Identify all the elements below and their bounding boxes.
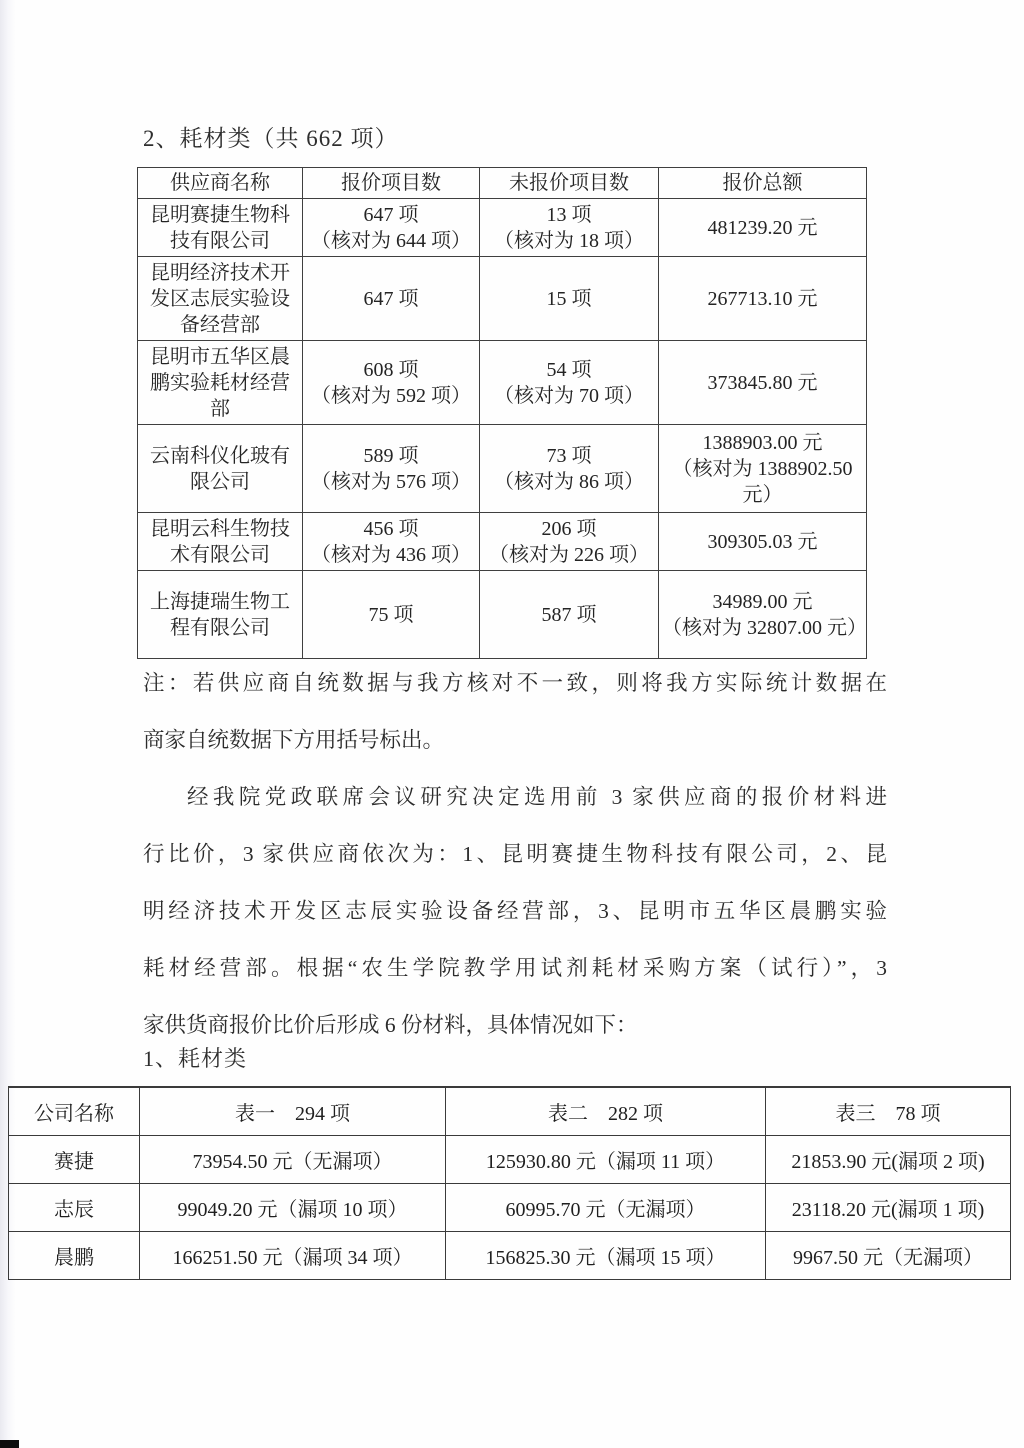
cell-value: 75 项 xyxy=(368,603,414,626)
supplier-quote-table xyxy=(137,167,867,659)
cell-note: （核对为 18 项） xyxy=(494,229,644,252)
paragraph-line: 耗材经营部。根据“农生学院教学用试剂耗材采购方案（试行）”，3 xyxy=(143,956,887,980)
section-heading-materials-1: 1、耗材类 xyxy=(143,1046,248,1071)
quote-total-cell xyxy=(659,571,867,659)
unquoted-count-cell xyxy=(480,571,659,659)
cell-value: 647 项 xyxy=(363,203,419,226)
supplier-name-cell: 昆明赛捷生物科技有限公司 xyxy=(138,199,303,257)
header-quote-total: 报价总额 xyxy=(659,168,867,199)
header-sheet1: 表一 294 项 xyxy=(140,1087,446,1135)
supplier-name-cell: 上海捷瑞生物工程有限公司 xyxy=(138,571,303,659)
unquoted-count-cell xyxy=(480,199,659,257)
cell-value: 647 项 xyxy=(363,287,419,310)
header-sheet3: 表三 78 项 xyxy=(766,1087,1011,1135)
cell-note: （核对为 226 项） xyxy=(489,543,649,566)
cell-value: 309305.03 元 xyxy=(707,530,818,553)
comparison-header-row xyxy=(9,1087,1011,1135)
cell-note: （核对为 1388902.50 元） xyxy=(672,457,853,506)
cell-value: 456 项 xyxy=(363,517,419,540)
paragraph-line: 经我院党政联席会议研究决定选用前 3 家供应商的报价材料进 xyxy=(187,785,887,809)
header-unquoted-count: 未报价项目数 xyxy=(480,168,659,199)
table-row xyxy=(9,1183,1011,1231)
cell-value: 54 项 xyxy=(546,358,592,381)
sheet1-price-cell: 73954.50 元（无漏项） xyxy=(140,1135,446,1183)
unquoted-count-cell xyxy=(480,425,659,513)
paragraph-line: 行比价，3 家供应商依次为：1、昆明赛捷生物科技有限公司，2、昆 xyxy=(143,842,887,866)
unquoted-count-cell xyxy=(480,513,659,571)
price-comparison-table xyxy=(8,1086,1011,1280)
company-cell: 晨鹏 xyxy=(9,1231,140,1279)
header-supplier-name: 供应商名称 xyxy=(138,168,303,199)
sheet2-price-cell: 60995.70 元（无漏项） xyxy=(446,1183,766,1231)
section-heading-materials-2: 2、耗材类（共 662 项） xyxy=(143,126,399,151)
sheet2-price-cell: 156825.30 元（漏项 15 项） xyxy=(446,1231,766,1279)
supplier-name-cell: 昆明云科生物技术有限公司 xyxy=(138,513,303,571)
sheet1-price-cell: 99049.20 元（漏项 10 项） xyxy=(140,1183,446,1231)
header-sheet2: 表二 282 项 xyxy=(446,1087,766,1135)
table-row xyxy=(138,257,867,341)
cell-value: 206 项 xyxy=(541,517,597,540)
cell-value: 15 项 xyxy=(546,287,592,310)
supplier-name-cell: 昆明经济技术开发区志辰实验设备经营部 xyxy=(138,257,303,341)
supplier-name-cell: 昆明市五华区晨鹏实验耗材经营部 xyxy=(138,341,303,425)
cell-note: （核对为 644 项） xyxy=(311,229,471,252)
table-row xyxy=(138,341,867,425)
quote-total-cell xyxy=(659,513,867,571)
quote-total-cell xyxy=(659,257,867,341)
quote-total-cell xyxy=(659,425,867,513)
note-line: 商家自统数据下方用括号标出。 xyxy=(143,728,445,752)
company-cell: 志辰 xyxy=(9,1183,140,1231)
cell-value: 34989.00 元 xyxy=(712,590,813,613)
sheet1-price-cell: 166251.50 元（漏项 34 项） xyxy=(140,1231,446,1279)
quoted-count-cell xyxy=(303,199,480,257)
cell-value: 267713.10 元 xyxy=(707,287,818,310)
cell-value: 13 项 xyxy=(546,203,592,226)
header-company-name: 公司名称 xyxy=(9,1087,140,1135)
paragraph-line: 明经济技术开发区志辰实验设备经营部，3、昆明市五华区晨鹏实验 xyxy=(143,899,887,923)
quoted-count-cell xyxy=(303,425,480,513)
quoted-count-cell xyxy=(303,257,480,341)
quoted-count-cell xyxy=(303,571,480,659)
company-cell: 赛捷 xyxy=(9,1135,140,1183)
cell-value: 481239.20 元 xyxy=(707,216,818,239)
note-paragraph xyxy=(143,655,887,769)
cell-note: （核对为 436 项） xyxy=(311,543,471,566)
body-paragraph xyxy=(143,769,887,1054)
sheet3-price-cell: 9967.50 元（无漏项） xyxy=(766,1231,1011,1279)
quoted-count-cell xyxy=(303,513,480,571)
sheet2-price-cell: 125930.80 元（漏项 11 项） xyxy=(446,1135,766,1183)
paragraph-line: 家供货商报价比价后形成 6 份材料，具体情况如下： xyxy=(143,1013,638,1037)
supplier-table-header-row xyxy=(138,168,867,199)
cell-value: 608 项 xyxy=(363,358,419,381)
cell-value: 587 项 xyxy=(541,603,597,626)
cell-value: 373845.80 元 xyxy=(707,371,818,394)
unquoted-count-cell xyxy=(480,341,659,425)
sheet3-price-cell: 23118.20 元(漏项 1 项) xyxy=(766,1183,1011,1231)
quote-total-cell xyxy=(659,199,867,257)
cell-note: （核对为 576 项） xyxy=(311,470,471,493)
cell-note: （核对为 86 项） xyxy=(494,470,644,493)
cell-note: （核对为 32807.00 元） xyxy=(662,616,867,639)
cell-value: 589 项 xyxy=(363,444,419,467)
cell-note: （核对为 70 项） xyxy=(494,384,644,407)
quoted-count-cell xyxy=(303,341,480,425)
table-row xyxy=(138,513,867,571)
note-line: 注：若供应商自统数据与我方核对不一致，则将我方实际统计数据在 xyxy=(143,671,887,695)
table-row xyxy=(9,1135,1011,1183)
table-row xyxy=(138,425,867,513)
supplier-name-cell: 云南科仪化玻有限公司 xyxy=(138,425,303,513)
sheet3-price-cell: 21853.90 元(漏项 2 项) xyxy=(766,1135,1011,1183)
cell-note: （核对为 592 项） xyxy=(311,384,471,407)
quote-total-cell xyxy=(659,341,867,425)
scan-artifact-mark xyxy=(0,1440,19,1448)
cell-value: 73 项 xyxy=(546,444,592,467)
unquoted-count-cell xyxy=(480,257,659,341)
header-quoted-count: 报价项目数 xyxy=(303,168,480,199)
table-row xyxy=(138,571,867,659)
table-row xyxy=(138,199,867,257)
table-row xyxy=(9,1231,1011,1279)
cell-value: 1388903.00 元 xyxy=(702,431,823,454)
